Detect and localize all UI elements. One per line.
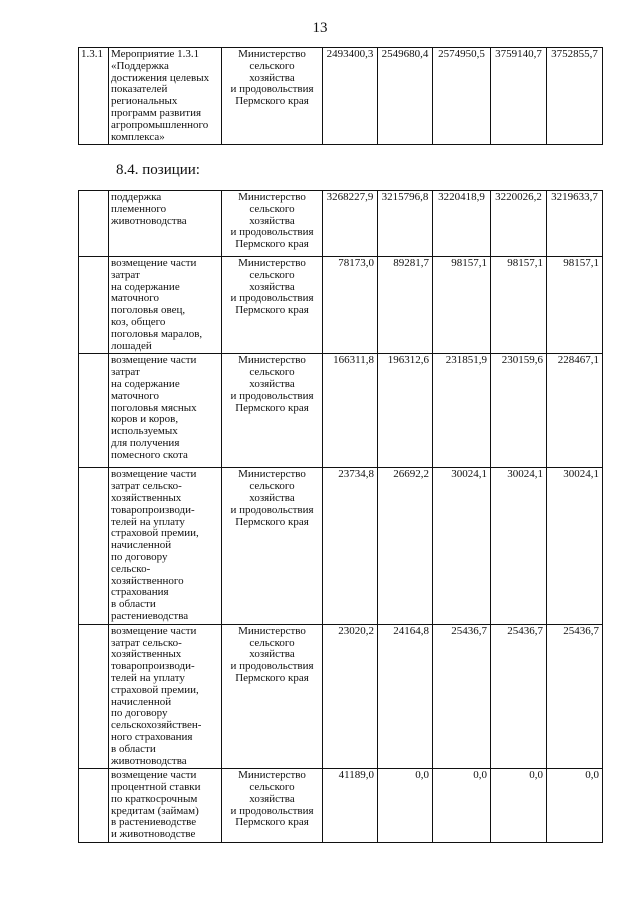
row-ministry: Министерство сельского хозяйства и продовольствия Пермского края <box>222 769 323 843</box>
value-cell: 24164,8 <box>378 624 433 769</box>
value-cell: 3215796,8 <box>378 191 433 257</box>
row-ministry: Министерство сельского хозяйства и продовольствия Пермского края <box>222 48 323 145</box>
positions-table <box>78 190 603 843</box>
table-row <box>79 468 603 624</box>
value-cell: 41189,0 <box>323 769 378 843</box>
row-code <box>79 468 109 624</box>
page-number: 13 <box>312 20 328 36</box>
value-cell: 98157,1 <box>491 257 547 354</box>
row-name: возмещение части процентной ставки по краткосрочным кредитам (займам) в растениеводстве и животноводстве <box>109 769 222 843</box>
row-code <box>79 624 109 769</box>
value-cell: 3220026,2 <box>491 191 547 257</box>
value-cell: 196312,6 <box>378 354 433 468</box>
value-cell: 0,0 <box>378 769 433 843</box>
row-code <box>79 257 109 354</box>
table-row <box>79 191 603 257</box>
row-ministry: Министерство сельского хозяйства и продовольствия Пермского края <box>222 191 323 257</box>
table-row <box>79 354 603 468</box>
value-cell: 98157,1 <box>547 257 603 354</box>
value-cell: 25436,7 <box>547 624 603 769</box>
row-ministry: Министерство сельского хозяйства и продовольствия Пермского края <box>222 354 323 468</box>
table-row <box>79 257 603 354</box>
row-name: возмещение части затрат сельско- хозяйственных товаропроизводи- телей на уплату страховой премии, начисленной по договору сельскохозяйствен- ного страхования в области животноводства <box>109 624 222 769</box>
value-cell: 89281,7 <box>378 257 433 354</box>
value-cell: 3220418,9 <box>433 191 491 257</box>
value-cell: 25436,7 <box>433 624 491 769</box>
row-code: 1.3.1 <box>79 48 109 145</box>
row-ministry: Министерство сельского хозяйства и продовольствия Пермского края <box>222 468 323 624</box>
value-cell: 0,0 <box>433 769 491 843</box>
value-cell: 230159,6 <box>491 354 547 468</box>
value-cell: 3219633,7 <box>547 191 603 257</box>
row-name: Мероприятие 1.3.1 «Поддержка достижения целевых показателей региональных программ развития агропромышленного комплекса» <box>109 48 222 145</box>
value-cell: 78173,0 <box>323 257 378 354</box>
top-table <box>78 47 603 145</box>
value-cell: 30024,1 <box>433 468 491 624</box>
row-code <box>79 354 109 468</box>
row-name: возмещение части затрат сельско- хозяйственных товаропроизводи- телей на уплату страховой премии, начисленной по договору сельско- хозяйственного страхования в области растениеводства <box>109 468 222 624</box>
value-cell: 0,0 <box>491 769 547 843</box>
value-cell: 3268227,9 <box>323 191 378 257</box>
row-code <box>79 769 109 843</box>
table-row <box>79 624 603 769</box>
value-cell: 166311,8 <box>323 354 378 468</box>
row-name: возмещение части затрат на содержание маточного поголовья овец, коз, общего поголовья маралов, лошадей <box>109 257 222 354</box>
value-cell: 25436,7 <box>491 624 547 769</box>
value-cell: 2574950,5 <box>433 48 491 145</box>
value-cell: 23020,2 <box>323 624 378 769</box>
row-ministry: Министерство сельского хозяйства и продовольствия Пермского края <box>222 257 323 354</box>
row-ministry: Министерство сельского хозяйства и продовольствия Пермского края <box>222 624 323 769</box>
value-cell: 0,0 <box>547 769 603 843</box>
section-title: 8.4. позиции: <box>116 162 200 178</box>
row-name: возмещение части затрат на содержание маточного поголовья мясных коров и коров, используемых для получения помесного скота <box>109 354 222 468</box>
value-cell: 2493400,3 <box>323 48 378 145</box>
row-code <box>79 191 109 257</box>
value-cell: 228467,1 <box>547 354 603 468</box>
value-cell: 3752855,7 <box>547 48 603 145</box>
value-cell: 23734,8 <box>323 468 378 624</box>
value-cell: 30024,1 <box>547 468 603 624</box>
table-row <box>79 48 603 145</box>
value-cell: 30024,1 <box>491 468 547 624</box>
value-cell: 2549680,4 <box>378 48 433 145</box>
value-cell: 3759140,7 <box>491 48 547 145</box>
table-row <box>79 769 603 843</box>
value-cell: 231851,9 <box>433 354 491 468</box>
row-name: поддержка племенного животноводства <box>109 191 222 257</box>
value-cell: 26692,2 <box>378 468 433 624</box>
value-cell: 98157,1 <box>433 257 491 354</box>
